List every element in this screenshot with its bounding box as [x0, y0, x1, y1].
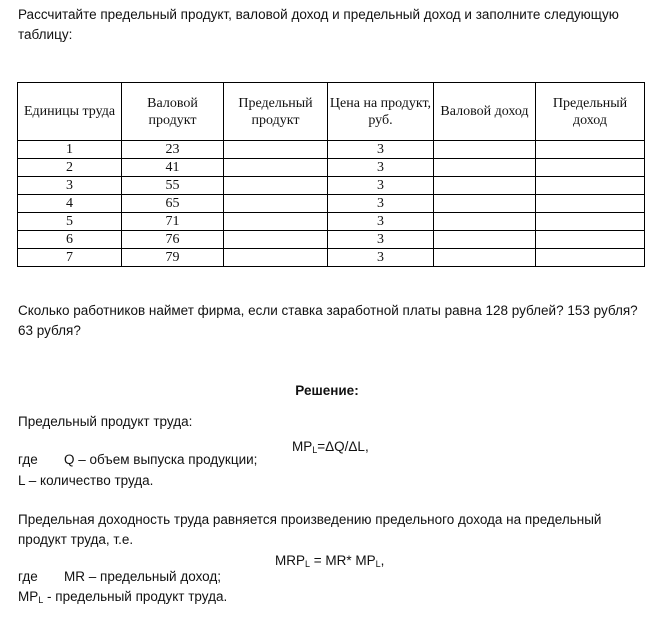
- task-intro: Рассчитайте предельный продукт, валовой доход и предельный доход и заполните следующую таблицу:: [18, 7, 619, 42]
- table-cell: [434, 231, 536, 249]
- table-row: [18, 213, 645, 231]
- header-cell: Валовой продукт: [122, 83, 224, 141]
- mp-intro: Предельный продукт труда:: [18, 414, 193, 429]
- table-cell: [434, 249, 536, 267]
- table-cell: [536, 213, 645, 231]
- table-cell: 4: [18, 195, 122, 213]
- table-cell: 41: [122, 159, 224, 177]
- table-cell: [536, 141, 645, 159]
- table-cell: 3: [328, 213, 434, 231]
- table-cell: [434, 213, 536, 231]
- table-row: [18, 231, 645, 249]
- formula-mp-subscript: L: [312, 445, 318, 455]
- table-cell: [434, 195, 536, 213]
- table-row: [18, 141, 645, 159]
- table-cell: [536, 159, 645, 177]
- table-cell: 65: [122, 195, 224, 213]
- where-mpl-lhs: MP: [18, 589, 39, 604]
- table-row: [18, 195, 645, 213]
- table-cell: 6: [18, 231, 122, 249]
- table-cell: [536, 195, 645, 213]
- data-table: [17, 82, 645, 267]
- table-cell: 2: [18, 159, 122, 177]
- header-cell: Валовой доход: [434, 83, 536, 141]
- table-row: [18, 177, 645, 195]
- formula-mrp-end: ,: [380, 553, 385, 568]
- header-cell: Единицы труда: [18, 83, 122, 141]
- formula-mp-rhs: =ΔQ/ΔL,: [317, 439, 369, 454]
- table-cell: 23: [122, 141, 224, 159]
- table-cell: 71: [122, 213, 224, 231]
- table-cell: [224, 249, 328, 267]
- table-cell: 3: [328, 159, 434, 177]
- table-cell: 3: [328, 231, 434, 249]
- table-cell: [434, 177, 536, 195]
- header-cell: Предельный продукт: [224, 83, 328, 141]
- table-row: [18, 159, 645, 177]
- where-q-text: Q – объем выпуска продукции;: [64, 452, 258, 467]
- table-cell: 7: [18, 249, 122, 267]
- mrp-paragraph: Предельная доходность труда равняется произведению предельного дохода на предельный продукт труда, т.е.: [18, 512, 602, 547]
- where-q-line: [18, 450, 257, 470]
- table-cell: [224, 231, 328, 249]
- table-cell: 3: [328, 249, 434, 267]
- where-mr-text: MR – предельный доход;: [64, 569, 222, 584]
- where-mpl-line: [18, 587, 227, 610]
- table-cell: [434, 141, 536, 159]
- where-mpl-subscript: L: [38, 595, 44, 605]
- table-cell: 5: [18, 213, 122, 231]
- table-cell: [224, 159, 328, 177]
- solution-heading: Решение:: [295, 383, 359, 398]
- question-text: Сколько работников наймет фирма, если ставка заработной платы равна 128 рублей? 153 рубля? 63 рубля?: [18, 303, 638, 338]
- where-label: где: [18, 569, 38, 584]
- formula-mrp-lhs: MRP: [275, 553, 305, 568]
- where-label: где: [18, 452, 38, 467]
- formula-mrp-subscript-1: L: [305, 559, 311, 569]
- formula-mrp-subscript-2: L: [375, 559, 381, 569]
- table-header-row: [18, 83, 645, 141]
- formula-mp-lhs: MP: [292, 439, 313, 454]
- table-cell: 79: [122, 249, 224, 267]
- table-cell: [434, 159, 536, 177]
- formula-mrp: [275, 551, 384, 574]
- table-row: [18, 249, 645, 267]
- table-cell: [536, 249, 645, 267]
- header-cell: Предельный доход: [536, 83, 645, 141]
- table-cell: 3: [328, 177, 434, 195]
- table-cell: [224, 141, 328, 159]
- formula-mp: [292, 437, 369, 460]
- where-mr-line: [18, 567, 221, 587]
- table-cell: 1: [18, 141, 122, 159]
- table-cell: [224, 177, 328, 195]
- table-cell: 3: [18, 177, 122, 195]
- table-cell: 76: [122, 231, 224, 249]
- table-cell: [536, 177, 645, 195]
- table-cell: [224, 195, 328, 213]
- header-cell: Цена на продукт, руб.: [328, 83, 434, 141]
- where-mpl-rest: - предельный продукт труда.: [43, 589, 228, 604]
- formula-mrp-mid: = MR* MP: [310, 553, 376, 568]
- table-cell: 55: [122, 177, 224, 195]
- where-l-line: L – количество труда.: [18, 473, 154, 488]
- table-cell: 3: [328, 141, 434, 159]
- table-cell: [224, 213, 328, 231]
- table-cell: 3: [328, 195, 434, 213]
- table-cell: [536, 231, 645, 249]
